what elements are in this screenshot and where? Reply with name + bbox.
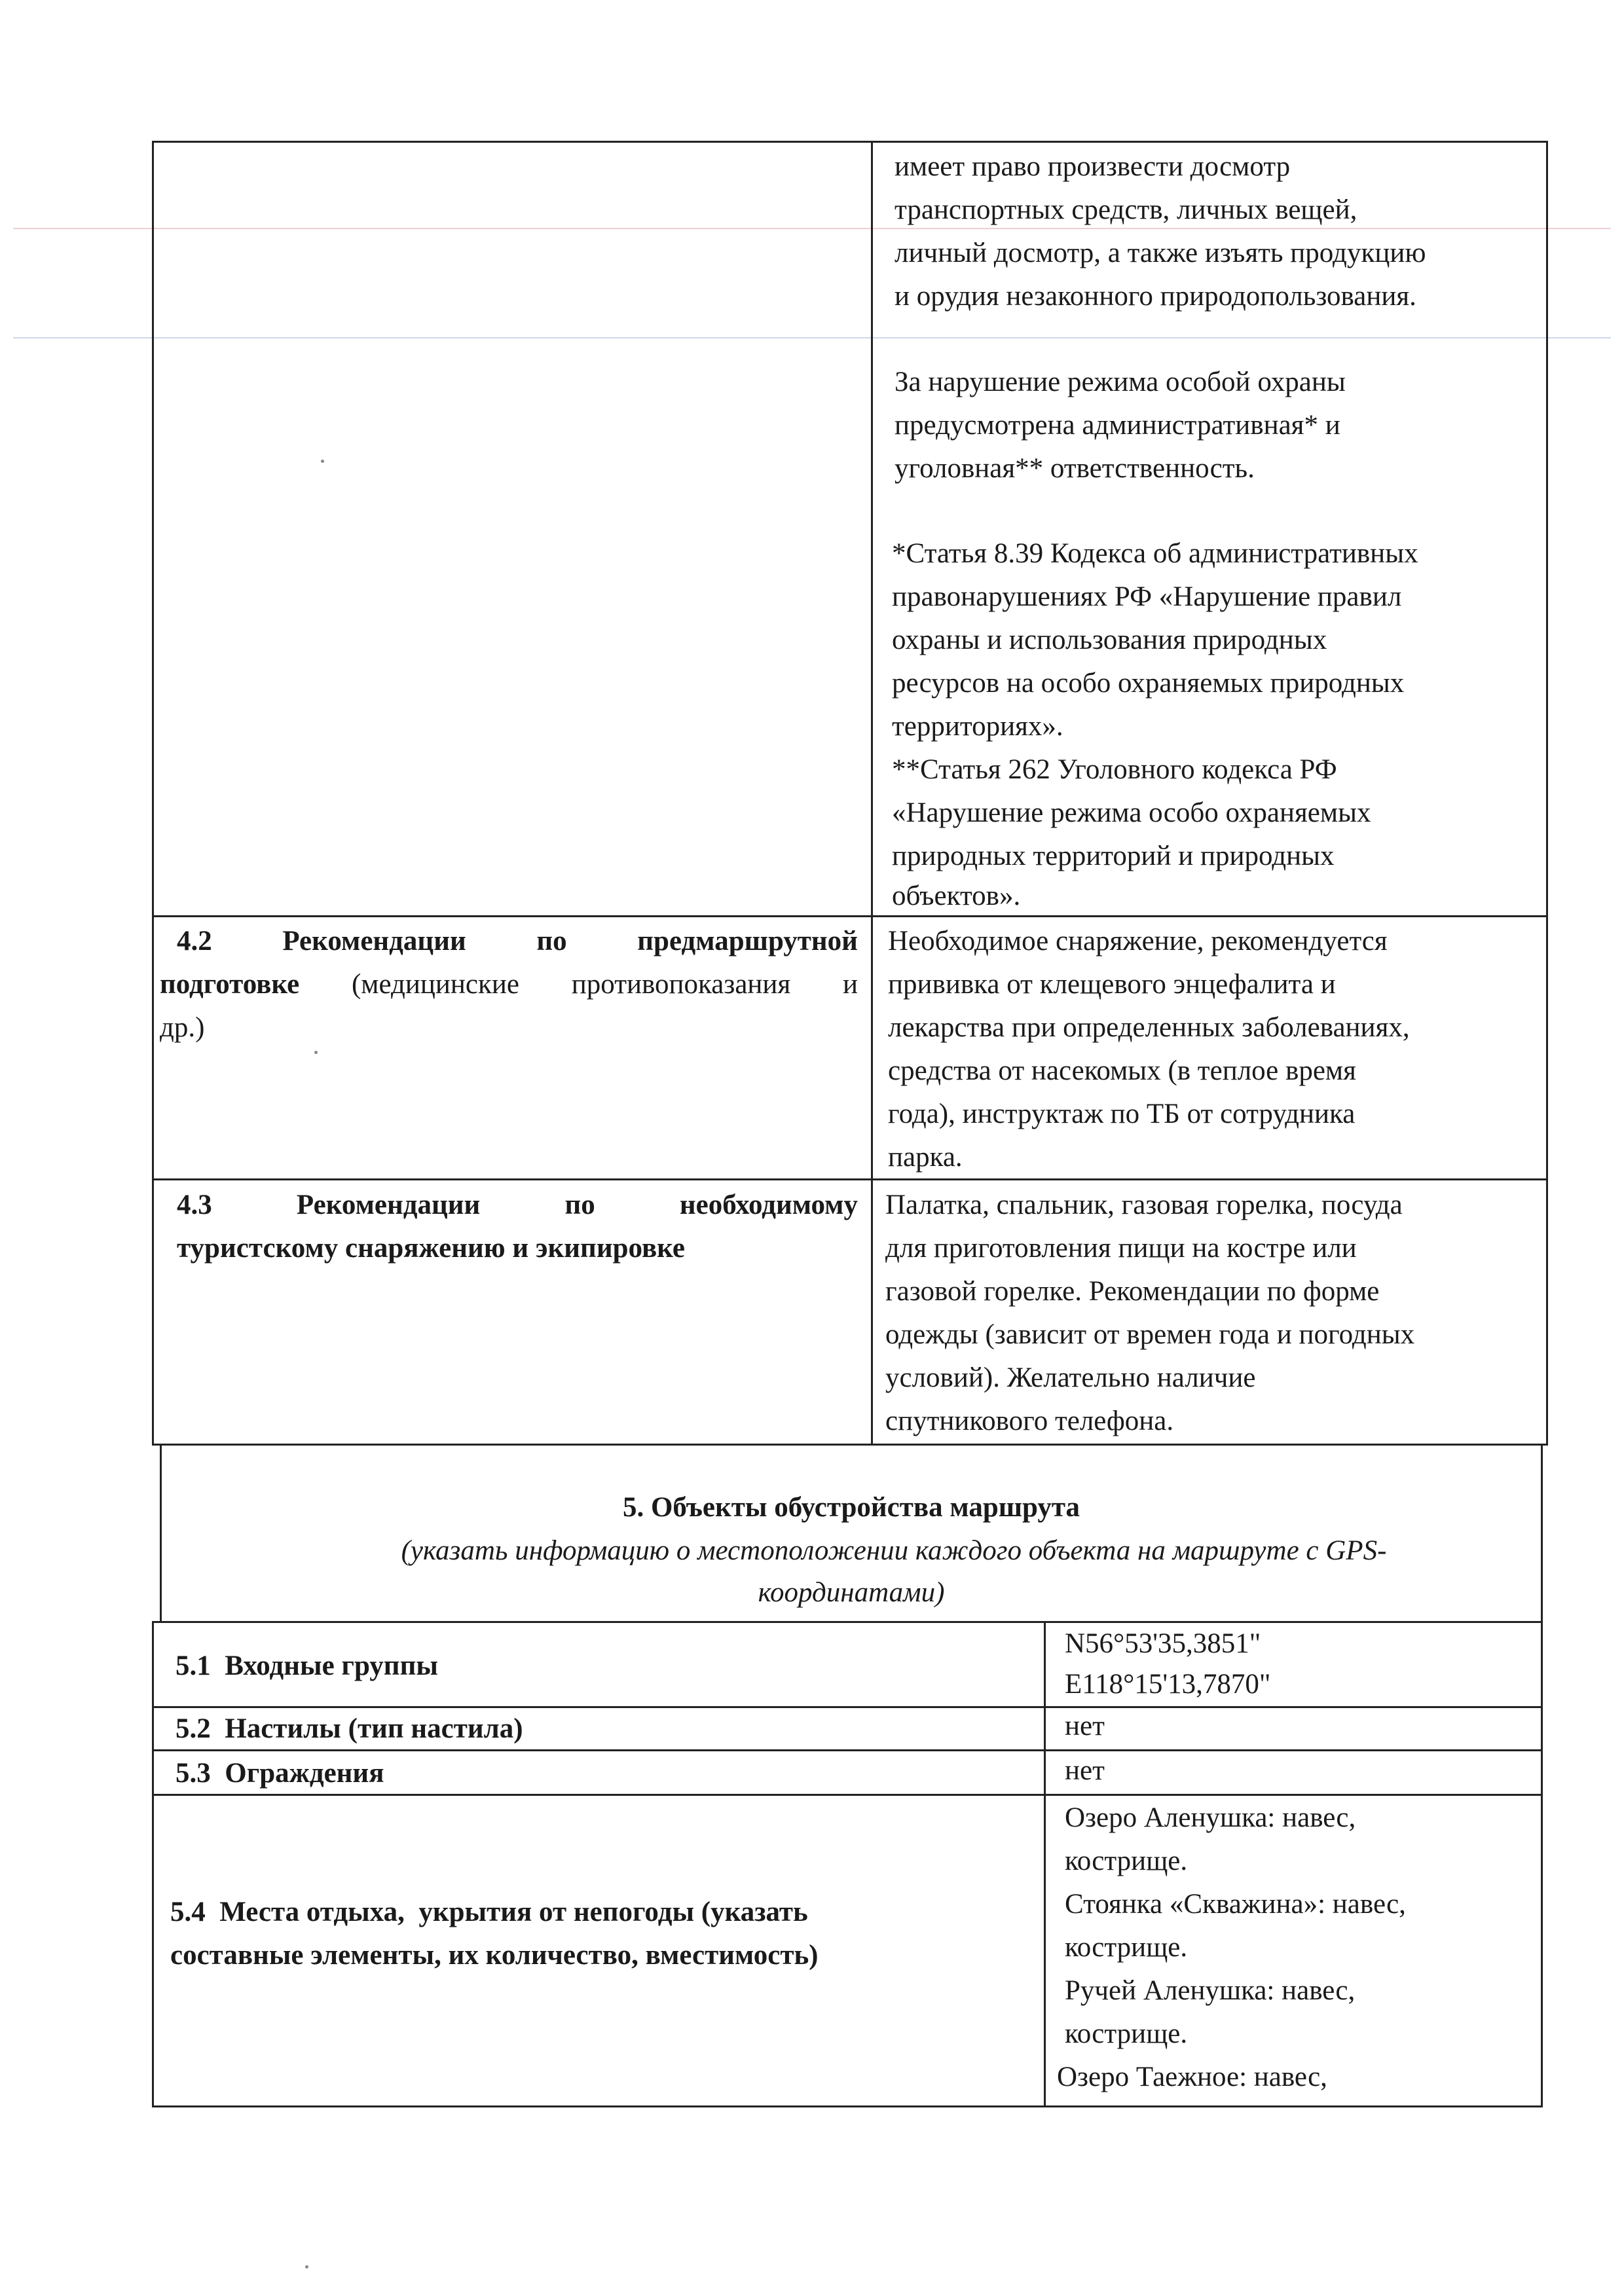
value-line: правонарушениях РФ «Нарушение правил <box>892 581 1402 612</box>
value-line: охраны и использования природных <box>892 625 1327 655</box>
label-word: (медицинские <box>351 969 519 1000</box>
row-label-line <box>177 920 858 963</box>
section-5-heading: 5. Объекты обустройства маршрута <box>622 1492 1080 1523</box>
label-word: необходимому <box>679 1190 858 1220</box>
scan-speck <box>305 2265 308 2269</box>
value-line: парка. <box>888 1142 963 1173</box>
row-label: 5.3 Ограждения <box>175 1758 384 1789</box>
row-label: 5.1 Входные группы <box>175 1650 438 1681</box>
value-line: кострище. <box>1065 1932 1188 1963</box>
value-line: **Статья 262 Уголовного кодекса РФ <box>892 754 1337 785</box>
value-line: одежды (зависит от времен года и погодных <box>885 1319 1415 1350</box>
row-label-line: др.) <box>160 1012 205 1043</box>
label-word: 4.2 <box>177 926 212 957</box>
value-line: «Нарушение режима особо охраняемых <box>892 797 1371 828</box>
value-line: лекарства при определенных заболеваниях, <box>888 1012 1410 1043</box>
value-line: территориях». <box>892 711 1063 742</box>
label-word: Рекомендации <box>296 1190 481 1220</box>
value-line: и орудия незаконного природопользования. <box>895 281 1416 312</box>
label-word: и <box>842 969 858 1000</box>
value-line: личный досмотр, а также изъять продукцию <box>895 238 1426 268</box>
table-column-divider <box>1044 1621 1046 2107</box>
value-line: года), инструктаж по ТБ от сотрудника <box>888 1099 1356 1129</box>
row-label: 5.2 Настилы (тип настила) <box>175 1713 523 1744</box>
value-line: объектов». <box>892 881 1021 911</box>
value-line: ресурсов на особо охраняемых природных <box>892 668 1405 699</box>
label-word: 4.3 <box>177 1190 212 1220</box>
value-line: Необходимое снаряжение, рекомендуется <box>888 926 1388 957</box>
value-line: прививка от клещевого энцефалита и <box>888 969 1336 1000</box>
label-word: подготовке <box>160 969 300 1000</box>
label-word: по <box>564 1190 595 1220</box>
table-section-5 <box>152 1621 1543 2107</box>
value-line: условий). Желательно наличие <box>885 1362 1256 1393</box>
value-line: Озеро Аленушка: навес, <box>1065 1802 1356 1833</box>
value-line: Палатка, спальник, газовая горелка, посуда <box>885 1190 1403 1220</box>
value-line: природных территорий и природных <box>892 841 1335 871</box>
table-row-divider <box>152 1178 1548 1180</box>
value-line: Стоянка «Скважина»: навес, <box>1065 1889 1406 1920</box>
row-label-line: туристскому снаряжению и экипировке <box>177 1233 685 1264</box>
value-line: предусмотрена административная* и <box>895 410 1340 441</box>
value-line: транспортных средств, личных вещей, <box>895 194 1357 225</box>
value-line: E118°15'13,7870" <box>1065 1669 1271 1700</box>
label-word: по <box>536 926 567 957</box>
row-label-line <box>160 963 858 1006</box>
value-line: Озеро Таежное: навес, <box>1057 2062 1327 2092</box>
section-5-subheading-line: (указать информацию о местоположении каждого объекта на маршруте с GPS- <box>401 1535 1387 1566</box>
value-line: кострище. <box>1065 2018 1188 2049</box>
row-value: нет <box>1065 1711 1105 1741</box>
value-line: N56°53'35,3851" <box>1065 1628 1261 1659</box>
row-value: нет <box>1065 1755 1105 1786</box>
value-line: имеет право произвести досмотр <box>895 151 1291 182</box>
value-line: *Статья 8.39 Кодекса об административных <box>892 538 1418 569</box>
value-line: Ручей Аленушка: навес, <box>1065 1975 1356 2006</box>
label-word: противопоказания <box>571 969 791 1000</box>
row-label-line: 5.4 Места отдыха, укрытия от непогоды (указать <box>170 1897 808 1927</box>
value-line: средства от насекомых (в теплое время <box>888 1055 1356 1086</box>
table-row-divider <box>152 915 1548 917</box>
value-line: спутникового телефона. <box>885 1406 1174 1436</box>
value-line: За нарушение режима особой охраны <box>895 367 1346 397</box>
row-label-line <box>177 1184 858 1227</box>
table-column-divider <box>871 141 873 1446</box>
value-line: для приготовления пищи на костре или <box>885 1233 1357 1264</box>
value-line: уголовная** ответственность. <box>895 453 1255 484</box>
section-5-subheading-line: координатами) <box>758 1577 945 1608</box>
row-label-line: составные элементы, их количество, вместимость) <box>170 1940 819 1971</box>
label-word: Рекомендации <box>282 926 466 957</box>
label-word: предмаршрутной <box>637 926 858 957</box>
value-line: кострище. <box>1065 1846 1188 1876</box>
value-line: газовой горелке. Рекомендации по форме <box>885 1276 1380 1307</box>
